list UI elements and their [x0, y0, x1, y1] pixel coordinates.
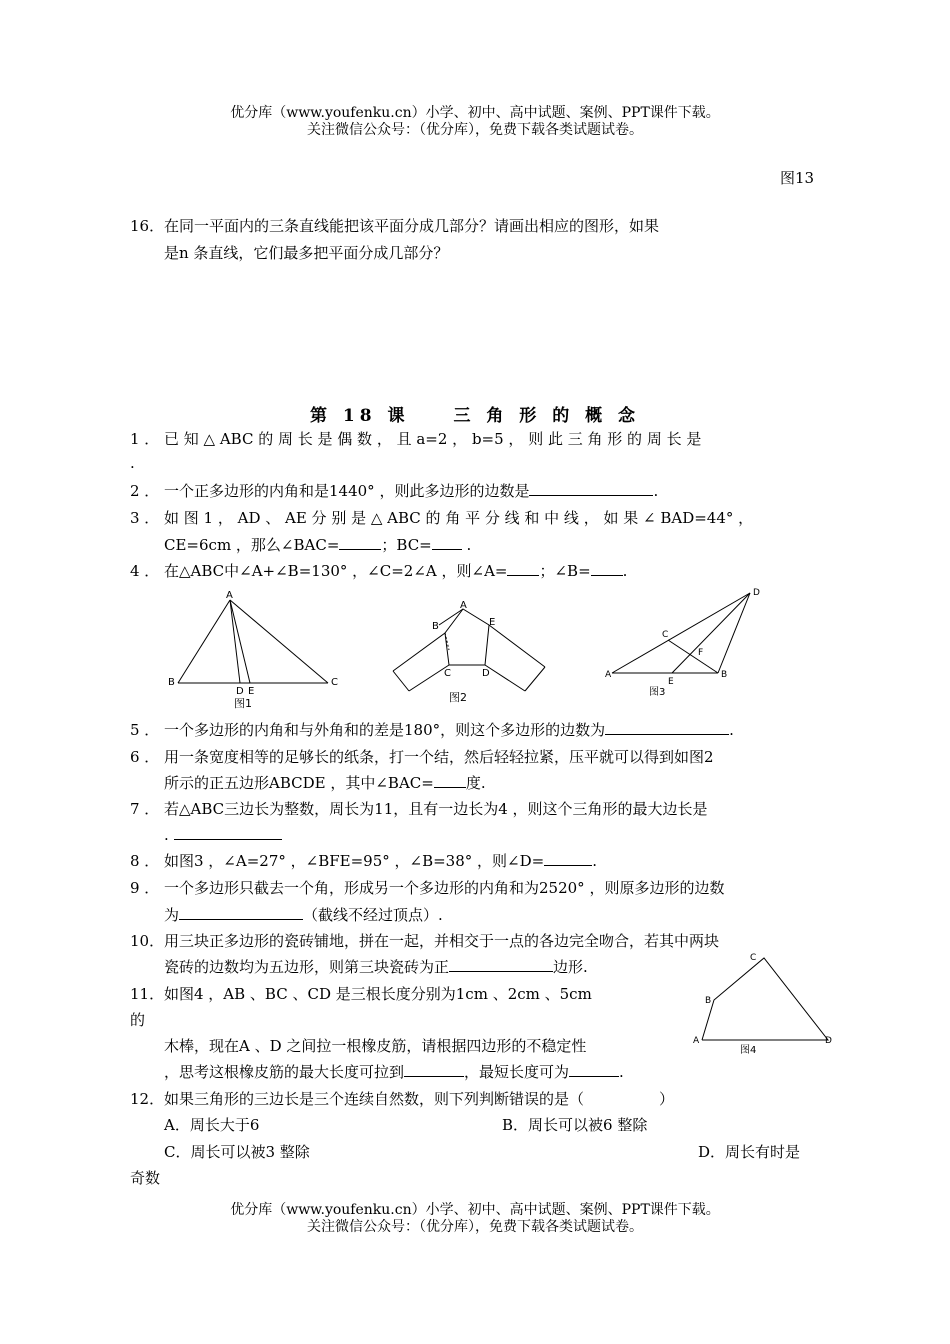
question-12: 12．如果三角形的三边长是三个连续自然数，则下列判断错误的是（ ）: [130, 1090, 675, 1108]
fig1-label-e: E: [248, 686, 255, 697]
question-10-cont: 瓷砖的边数均为五边形，则第三块瓷砖为正 边形.: [164, 958, 588, 976]
question-10: 10．用三块正多边形的瓷砖铺地，拼在一起，并相交于一点的各边完全吻合，若其中两块: [130, 932, 720, 950]
fig3-label-c: C: [662, 630, 669, 640]
fig4-label-b: B: [705, 996, 712, 1006]
answer-blank[interactable]: [179, 905, 303, 920]
question-3-cont: CE=6cm ，那么∠BAC= ；BC= .: [164, 536, 472, 554]
answer-blank[interactable]: [569, 1062, 619, 1077]
fig1-caption: 图1: [234, 697, 252, 710]
question-5: 5 ． 一个多边形的内角和与外角和的差是180°，则这个多边形的边数为 .: [130, 721, 734, 739]
option-b[interactable]: B．周长可以被6 整除: [502, 1116, 648, 1134]
figure-1: [160, 588, 350, 713]
fig3-label-f: F: [698, 648, 704, 658]
figure-4: [690, 950, 840, 1060]
question-4: 4 ． 在△ABC中∠A+∠B=130° ，∠C=2∠A ，则∠A= ；∠B= .: [130, 562, 628, 580]
header-line-1: 优分库（www.youfenku.cn）小学、初中、高中试题、案例、PPT课件下载。: [230, 105, 720, 121]
fig1-label-b: B: [168, 677, 175, 688]
question-11-cont-1: 的: [130, 1011, 146, 1029]
answer-blank[interactable]: [507, 561, 539, 576]
fig2-label-a: A: [460, 600, 467, 611]
figure-3: [600, 585, 775, 700]
question-11-cont-3: ，思考这根橡皮筋的最大长度可拉到 ，最短长度可为 .: [164, 1063, 624, 1081]
option-c[interactable]: C．周长可以被3 整除: [164, 1143, 310, 1161]
answer-blank[interactable]: [174, 825, 282, 840]
answer-blank[interactable]: [605, 720, 729, 735]
fig1-label-c: C: [331, 677, 338, 688]
answer-blank[interactable]: [432, 535, 462, 550]
answer-blank[interactable]: [529, 481, 653, 496]
answer-blank[interactable]: [544, 851, 592, 866]
option-d-cont: 奇数: [130, 1169, 161, 1187]
question-7: 7 ． 若△ABC三边长为整数，周长为11，且有一边长为4 ，则这个三角形的最大边长是: [130, 800, 708, 818]
fig3-label-e: E: [668, 677, 674, 687]
question-11-cont-2: 木棒，现在A 、D 之间拉一根橡皮筋，请根据四边形的不稳定性: [164, 1037, 587, 1055]
fig2-caption: 图2: [449, 691, 467, 704]
fig1-label-a: A: [226, 590, 233, 601]
answer-blank[interactable]: [449, 957, 553, 972]
fig4-label-a: A: [693, 1036, 700, 1046]
fig3-label-a: A: [605, 670, 612, 680]
question-16: 16．在同一平面内的三条直线能把该平面分成几部分？请画出相应的图形，如果: [130, 217, 660, 235]
fig2-label-d: D: [482, 668, 490, 679]
fig3-label-d: D: [753, 588, 760, 598]
fig13-label: 图13: [780, 169, 815, 187]
question-9: 9 ． 一个多边形只截去一个角，形成另一个多边形的内角和为2520° ，则原多边形的边数: [130, 879, 725, 897]
lesson-title: 第 18 课 三 角 形 的 概 念: [309, 406, 641, 426]
question-6-cont: 所示的正五边形ABCDE ，其中∠BAC= 度.: [164, 774, 486, 792]
answer-blank[interactable]: [339, 535, 381, 550]
question-11: 11．如图4 ，AB 、BC 、CD 是三根长度分别为1cm 、2cm 、5cm: [130, 985, 592, 1003]
fig4-caption: 图4: [740, 1045, 757, 1056]
footer-line-2: 关注微信公众号：（优分库），免费下载各类试题试卷。: [307, 1219, 643, 1235]
fig4-label-d: D: [825, 1036, 832, 1046]
question-1-cont: .: [130, 454, 135, 472]
question-1: 1 ． 已 知 △ ABC 的 周 长 是 偶 数 ， 且 a=2 ， b=5 ， 则 此 三 角 形 的 周 长 是: [130, 430, 702, 448]
question-6: 6 ． 用一条宽度相等的足够长的纸条，打一个结，然后轻轻拉紧，压平就可以得到如图2: [130, 748, 714, 766]
answer-blank[interactable]: [434, 773, 466, 788]
answer-blank[interactable]: [404, 1062, 464, 1077]
question-3: 3 ． 如 图 1 ， AD 、 AE 分 别 是 △ ABC 的 角 平 分 线 和 中 线 ， 如 果 ∠ BAD=44° ，: [130, 509, 754, 527]
fig3-caption: 图3: [649, 687, 666, 698]
fig2-label-b: B: [432, 621, 439, 632]
fig4-label-c: C: [750, 953, 757, 963]
fig3-label-b: B: [721, 670, 728, 680]
fig2-label-e: E: [489, 617, 496, 628]
question-8: 8 ． 如图3 ，∠A=27° ，∠BFE=95° ，∠B=38° ，则∠D= .: [130, 852, 597, 870]
question-2: 2 ． 一个正多边形的内角和是1440° ，则此多边形的边数是 .: [130, 482, 659, 500]
question-7-cont: .: [164, 825, 282, 845]
fig1-label-d: D: [236, 686, 244, 697]
option-a[interactable]: A．周长大于6: [164, 1116, 260, 1134]
figure-2: [385, 595, 555, 710]
question-16-cont: 是n 条直线，它们最多把平面分成几部分？: [164, 244, 449, 262]
question-9-cont: 为 （截线不经过顶点）.: [164, 906, 443, 924]
header-line-2: 关注微信公众号：（优分库），免费下载各类试题试卷。: [307, 122, 643, 138]
option-d[interactable]: D．周长有时是: [698, 1143, 801, 1161]
footer-line-1: 优分库（www.youfenku.cn）小学、初中、高中试题、案例、PPT课件下载。: [230, 1202, 720, 1218]
fig2-label-c: C: [444, 668, 451, 679]
answer-blank[interactable]: [591, 561, 623, 576]
